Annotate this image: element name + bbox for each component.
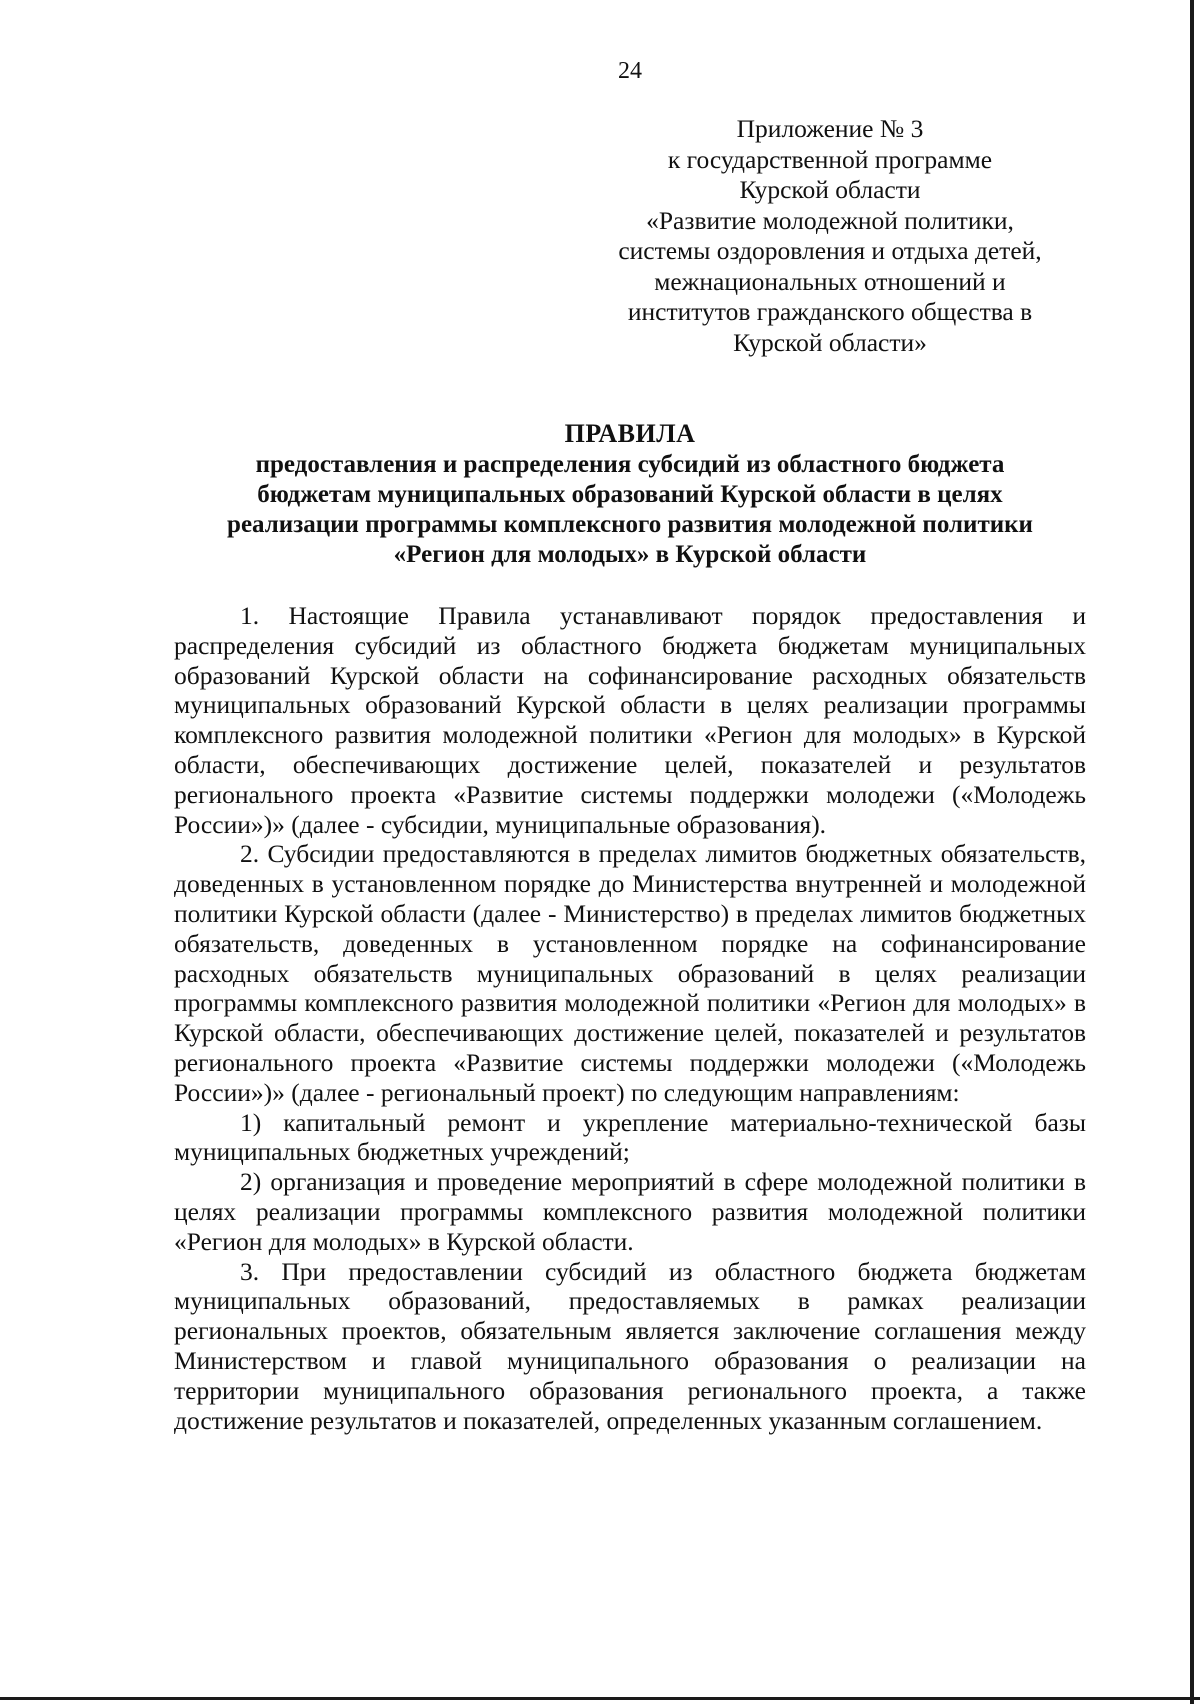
appendix-line: к государственной программе	[667, 144, 993, 174]
appendix-line: системы оздоровления и отдыха детей,	[618, 236, 1042, 265]
scan-edge-right	[1190, 0, 1194, 1704]
appendix-line: Курской области	[739, 175, 921, 204]
document-body	[174, 601, 1086, 1435]
title-subtitle-line: реализации программы комплексного развития молодежной политики	[227, 511, 1033, 538]
page-number: 24	[618, 58, 642, 84]
paragraph-2-item-1: 1) капитальный ремонт и укрепление материально-технической базы муниципальных бюджетных учреждений;	[174, 1107, 1086, 1167]
paragraph-2: 2. Субсидии предоставляются в пределах лимитов бюджетных обязательств, доведенных в установленном порядке до Министерства внутренней и молодежной политики Курской области (далее - Министерство) в пределах лимитов бюджетных обязательств, доведенных в установленном порядке на софинансирование расходных обязательств муниципальных образований в целях реализации программы комплексного развития молодежной политики «Регион для молодых» в Курской области, обеспечивающих достижение целей, показателей и результатов регионального проекта «Развитие системы поддержки молодежи («Молодежь России»)» (далее - региональный проект) по следующим направлениям:	[174, 839, 1086, 1107]
title-main: ПРАВИЛА	[564, 419, 696, 448]
appendix-line: институтов гражданского общества в	[627, 297, 1033, 326]
appendix-line: Курской области»	[733, 327, 927, 357]
appendix-line: Приложение № 3	[736, 114, 924, 143]
document-title	[160, 418, 1100, 570]
title-subtitle-line: «Регион для молодых» в Курской области	[393, 541, 867, 568]
paragraph-2-item-2: 2) организация и проведение мероприятий в сфере молодежной политики в целях реализации программы комплексного развития молодежной политики «Регион для молодых» в Курской области.	[174, 1167, 1086, 1256]
scan-edge-bottom	[0, 1697, 1200, 1700]
paragraph-3: 3. При предоставлении субсидий из областного бюджета бюджетам муниципальных образований, предоставляемых в рамках реализации региональных проектов, обязательным является заключение соглашения между Министерством и главой муниципального образования о реализации на территории муниципального образования регионального проекта, а также достижение результатов и показателей, определенных указанным соглашением.	[174, 1256, 1086, 1435]
appendix-line: межнациональных отношений и	[654, 266, 1006, 296]
title-subtitle-line: предоставления и распределения субсидий из областного бюджета	[255, 451, 1005, 478]
title-subtitle-line: бюджетам муниципальных образований Курской области в целях	[257, 481, 1003, 508]
paragraph-1: 1. Настоящие Правила устанавливают порядок предоставления и распределения субсидий из областного бюджета бюджетам муниципальных образований Курской области на софинансирование расходных обязательств муниципальных образований Курской области в целях реализации программы комплексного развития молодежной политики «Регион для молодых» в Курской области, обеспечивающих достижение целей, показателей и результатов регионального проекта «Развитие системы поддержки молодежи («Молодежь России»)» (далее - субсидии, муниципальные образования).	[174, 601, 1086, 839]
appendix-header	[560, 114, 1100, 358]
appendix-line: «Развитие молодежной политики,	[646, 205, 1014, 235]
